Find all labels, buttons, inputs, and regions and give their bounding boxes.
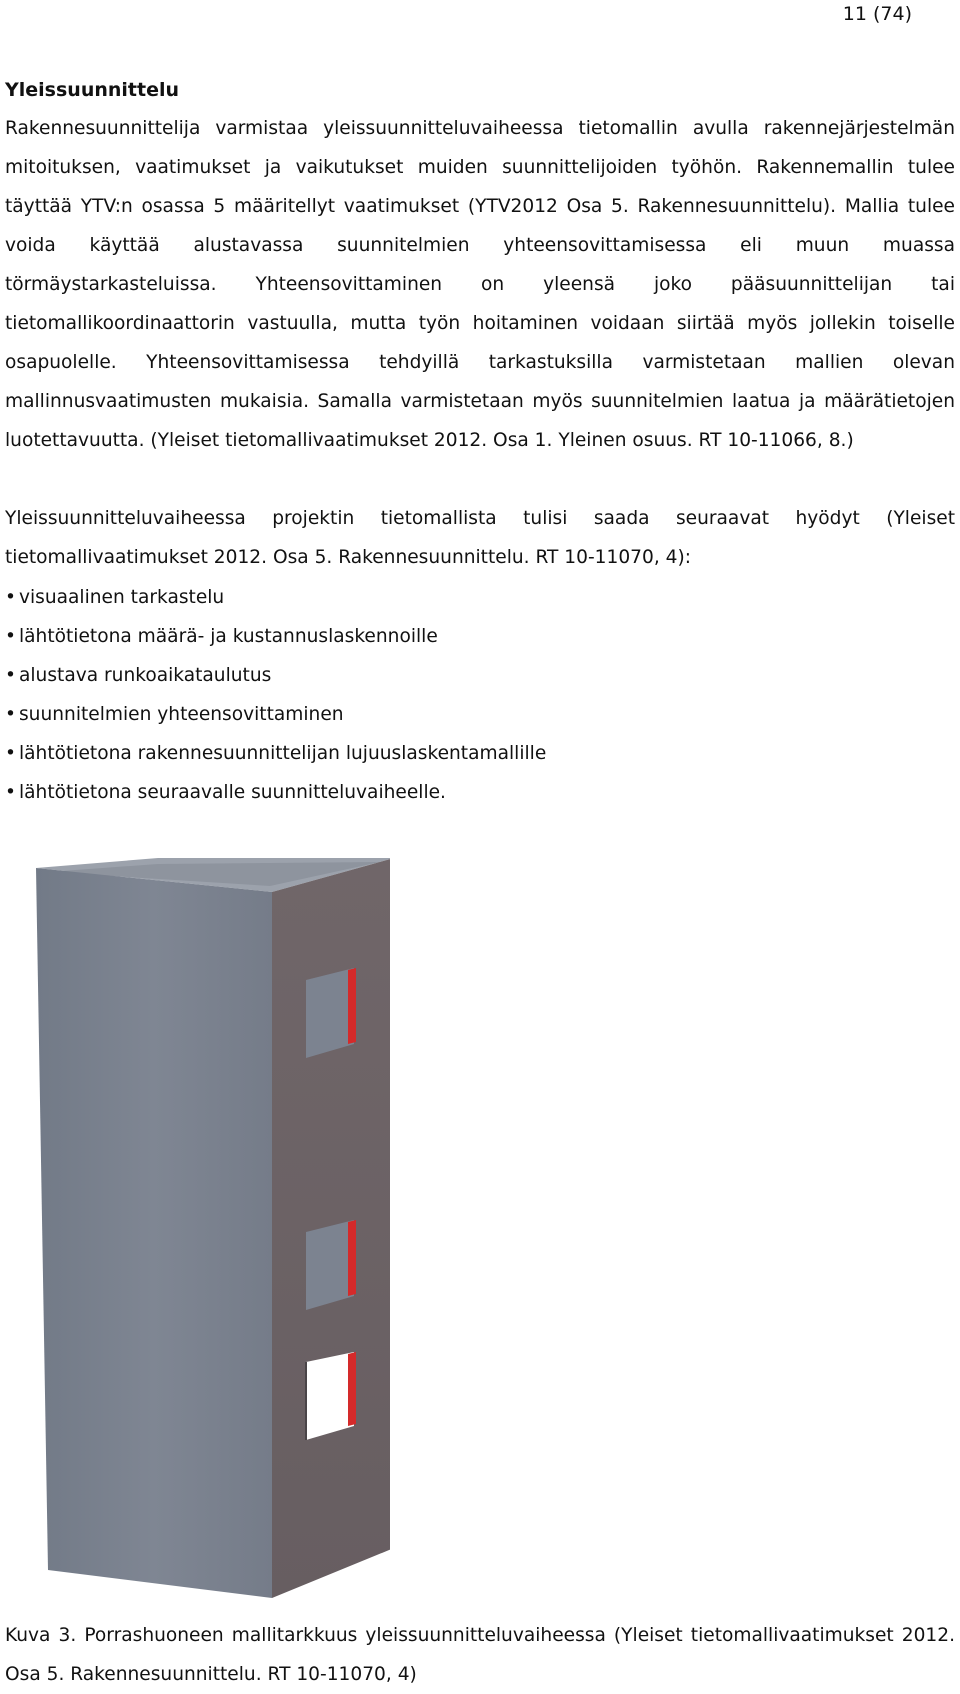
paragraph-2: Yleissuunnitteluvaiheessa projektin tietomallista tulisi saada seuraavat hyödyt (Yleiset tietomallivaatimukset 2012. Osa 5. Rakennesuunnittelu. RT 10-11070, 4): xyxy=(5,508,955,568)
opening-middle-reveal xyxy=(348,1220,356,1296)
opening-lower-reveal xyxy=(348,1352,356,1426)
list-item: • lähtötietona seuraavalle suunnitteluvaiheelle. xyxy=(5,773,546,812)
list-item: • lähtötietona rakennesuunnittelijan lujuuslaskentamallille xyxy=(5,734,546,773)
list-item: • alustava runkoaikataulutus xyxy=(5,656,546,695)
figure-caption: Kuva 3. Porrashuoneen mallitarkkuus yleissuunnitteluvaiheessa (Yleiset tietomallivaatimukset 2012. Osa 5. Rakennesuunnittelu. RT 10-11070, 4) xyxy=(5,1625,955,1685)
opening-upper xyxy=(306,968,354,1058)
list-item: • lähtötietona määrä- ja kustannuslaskennoille xyxy=(5,617,546,656)
list-item: • suunnitelmien yhteensovittaminen xyxy=(5,695,546,734)
list-item: • visuaalinen tarkastelu xyxy=(5,578,546,617)
opening-upper-reveal xyxy=(348,968,356,1044)
shaft-front-face xyxy=(36,868,272,1598)
section-heading: Yleissuunnittelu xyxy=(5,79,179,101)
opening-middle xyxy=(306,1220,354,1310)
stairwell-model-illustration xyxy=(30,858,390,1598)
opening-lower xyxy=(306,1352,354,1440)
page-number: 11 (74) xyxy=(842,3,912,25)
stairwell-model-figure xyxy=(30,858,390,1598)
paragraph-1: Rakennesuunnittelija varmistaa yleissuunnitteluvaiheessa tietomallin avulla rakennejärjestelmän mitoituksen, vaatimukset ja vaikutukset muiden suunnittelijoiden työhön. Rakennemallin tulee täyttää YTV:n osassa 5 määritellyt vaatimukset (YTV2012 Osa 5. Rakennesuunnittelu). Mallia tulee voida käyttää alustavassa suunnitelmien yhteensovittamisessa eli muun muassa törmäystarkasteluissa. Yhteensovittaminen on yleensä joko pääsuunnittelijan tai tietomallikoordinaattorin vastuulla, mutta työn hoitaminen voidaan siirtää myös jollekin toiselle osapuolelle. Yhteensovittamisessa tehdyillä tarkastuksilla varmistetaan mallien olevan mallinnusvaatimusten mukaisia. Samalla varmistetaan myös suunnitelmien laatua ja määrätietojen luotettavuutta. (Yleiset tietomallivaatimukset 2012. Osa 1. Yleinen osuus. RT 10-11066, 8.) xyxy=(5,118,955,451)
benefits-list xyxy=(5,578,546,812)
